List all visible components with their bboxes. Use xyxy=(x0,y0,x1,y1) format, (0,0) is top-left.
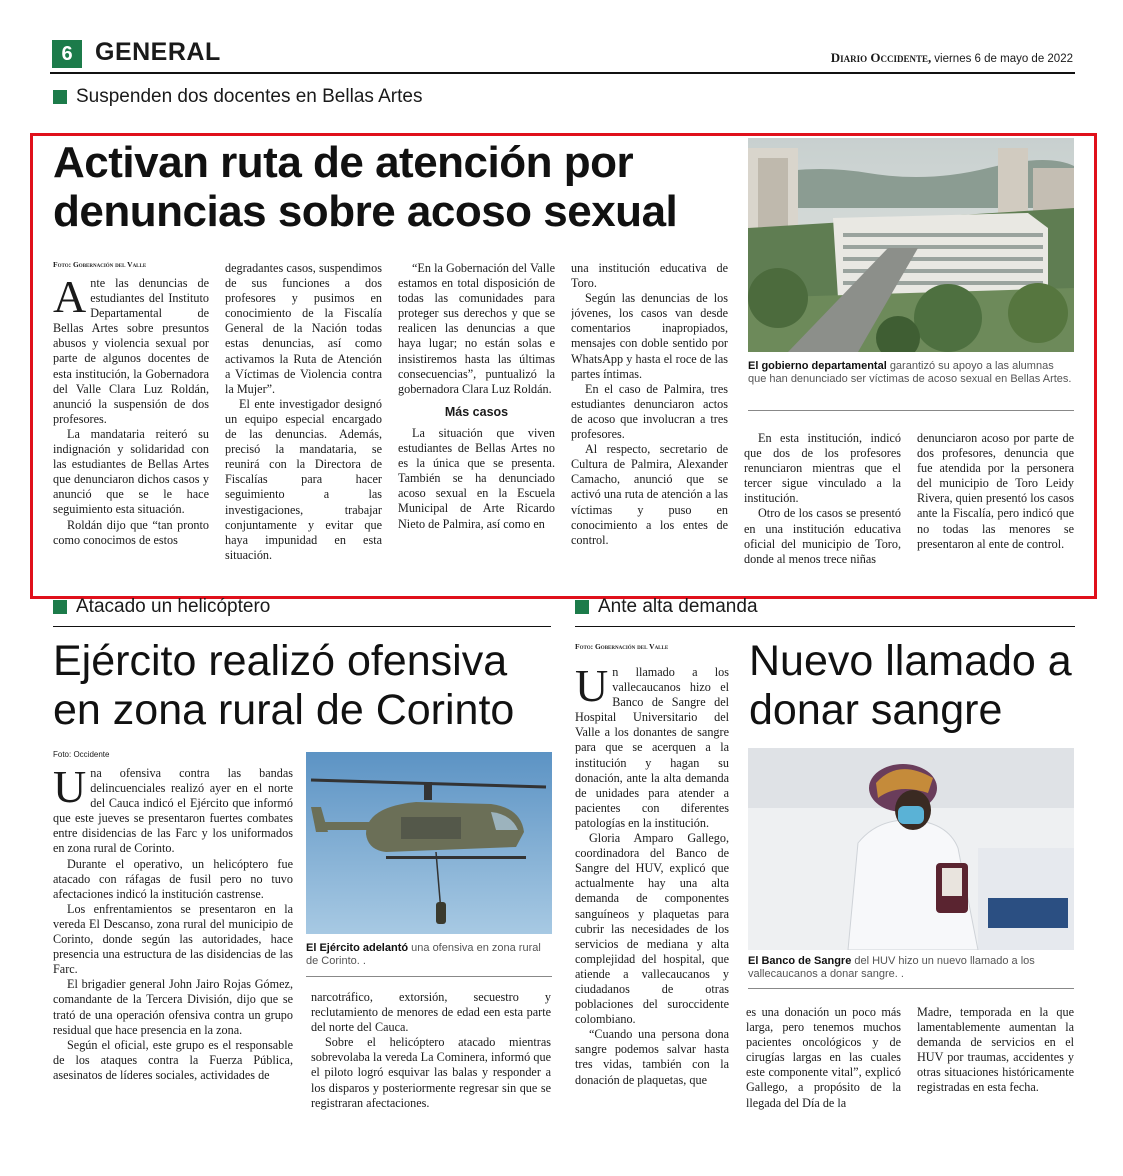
paragraph: Sobre el helicóptero atacado mientras sobrevolaba la vereda La Cominera, informó que el piloto logró esquivar las balas y responder a los disparos y posteriormente regresar sin que se registraran afectaciones. xyxy=(311,1035,551,1110)
paragraph: En el caso de Palmira, tres estudiantes denunciaron actos de acoso que involucran a tres profesores. xyxy=(571,381,728,442)
header-rule xyxy=(50,72,1075,74)
city-building-photo xyxy=(748,138,1074,352)
drop-cap: A xyxy=(53,276,87,322)
kicker-square-icon xyxy=(575,600,589,614)
paragraph: nte las denuncias de estudiantes del Instituto Departamental de Bellas Artes sobre presuntos abusos y violencia sexual por parte de algunos docentes de esta institución, la Gobernadora del Valle Clara Luz Roldán, anunció la suspensión de dos profesores. xyxy=(53,276,209,426)
paragraph: na ofensiva contra las bandas delincuenciales realizó ayer en el norte del Cauca indicó el Ejército que informó que este jueves se presentaron fuertes combates entre disidencias de las Farc y los uniformados en zona rural de Corinto. xyxy=(53,766,293,856)
article3-kicker xyxy=(575,596,758,618)
paragraph: es una donación un poco más larga, pero tenemos muchos pacientes oncológicos y de cirugías largas en las cuales este componente vital”, explicó Gallego, a propósito de la llegada del Día de la xyxy=(746,1005,901,1110)
article1-caption-text: garantizó su apoyo a las alumnas que han denunciado ser víctimas de acoso sexual en Bellas Artes. xyxy=(748,360,1072,385)
caption-rule xyxy=(748,410,1074,411)
article1-column-4 xyxy=(571,261,728,582)
paragraph: narcotráfico, extorsión, secuestro y reclutamiento de menores de edad een esta parte del norte del Cauca. xyxy=(311,990,551,1035)
article2-kicker xyxy=(53,596,270,618)
helicopter-photo xyxy=(306,752,552,934)
article2-kicker-text: Atacado un helicóptero xyxy=(76,596,271,617)
caption-rule xyxy=(748,988,1074,989)
paragraph: denunciaron acoso por parte de dos profesores, denuncia que fue atendida por la personera del municipio de Toro Leidy Rivera, quien presentó los casos ante la Fiscalía, pero indicó que no todas las menores se presentaron al ente de control. xyxy=(917,431,1074,551)
paragraph: “Cuando una persona dona sangre podemos salvar hasta tres vidas, también con la donación de plaquetas, que xyxy=(575,1027,729,1087)
paragraph: Otro de los casos se presentó en una institución educativa oficial del municipio de Toro, donde al menos trece niñas xyxy=(744,506,901,566)
article2-caption xyxy=(306,942,552,968)
article2-headline: Ejército realizó ofensiva en zona rural de Corinto xyxy=(53,637,515,735)
paragraph: El ente investigador designó un equipo especial encargado de las denuncias. Además, precisó la mandataria, se reunirá con la Directora de Fiscalías para hacer seguimiento a las investigaciones, trabajar conjuntamente y evitar que haya impunidad en esta situación. xyxy=(225,396,382,562)
article2-column-2 xyxy=(311,990,551,1130)
article2-rule xyxy=(53,626,551,627)
paragraph: En esta institución, indicó que dos de los profesores renunciaron mientras que el tercer sigue vinculado a la institución. xyxy=(744,431,901,506)
article3-column-2 xyxy=(746,1005,901,1131)
paragraph: Durante el operativo, un helicóptero fue atacado con ráfagas de fusil pero no tuvo afectaciones indicó la institución castrense. xyxy=(53,856,293,901)
article1-column-3 xyxy=(398,261,555,582)
subhead: Más casos xyxy=(444,404,509,419)
article1-caption xyxy=(748,360,1074,386)
article2-photo-credit: Foto: Occidente xyxy=(53,750,110,759)
article3-headline: Nuevo llamado a donar sangre xyxy=(749,637,1072,735)
article1-column-2 xyxy=(225,261,382,582)
article1-column-5 xyxy=(744,431,901,582)
page-number: 6 xyxy=(52,40,82,68)
article2-caption-text: una ofensiva en zona rural de Corinto. . xyxy=(306,942,541,967)
paragraph: Gloria Amparo Gallego, coordinadora del Banco de Sangre del HUV, explicó que actualmente hay una alta demanda de componentes sanguíneos y plaquetas para cubrir las necesidades de los servicios de mediana y alta complejidad del hospital, que atiende a vallecaucanos y ciudadanos de otras poblaciones del suroccidente colombiano. xyxy=(575,831,729,1027)
article2-column-1 xyxy=(53,766,293,1131)
paragraph: La situación que viven estudiantes de Bellas Artes no es la única que se presenta. También se ha denunciado acoso sexual en la Escuela Municipal de Arte Ricardo Nieto de Palmira, así como en xyxy=(398,425,555,531)
paragraph: El brigadier general John Jairo Rojas Gómez, comandante de la Tercera División, dijo que se trató de una operación ofensiva contra un grupo residual que hace presencia en la zona. xyxy=(53,977,293,1037)
paragraph: Según las denuncias de los jóvenes, los casos van desde comentarios inapropiados, mensajes con doble sentido por WhatsApp y hasta el roce de las partes íntimas. xyxy=(571,291,728,381)
article1-headline: Activan ruta de atención por denuncias sobre acoso sexual xyxy=(53,138,678,237)
article1-column-6 xyxy=(917,431,1074,582)
issue-date: viernes 6 de mayo de 2022 xyxy=(934,53,1073,65)
article3-photo xyxy=(748,748,1074,950)
paragraph: La mandataria reiteró su indignación y solidaridad con las estudiantes de Bellas Artes que denunciaron dichos casos y anunció que se le hace seguimiento esta situación. xyxy=(53,426,209,517)
article3-rule xyxy=(575,626,1075,627)
paragraph: n llamado a los vallecaucanos hizo el Banco de Sangre del Hospital Universitario del Valle a los donantes de sangre para que se acerquen a la institución y hagan su donación, ante la alta demanda de unidades para atender a pacientes con diferentes patologías en la institución. xyxy=(575,665,729,830)
article3-caption-text: del HUV hizo un nuevo llamado a los vallecaucanos a donar sangre. . xyxy=(748,955,1035,980)
top-kicker-text: Suspenden dos docentes en Bellas Artes xyxy=(76,86,423,107)
article2-caption-bold: El Ejército adelantó xyxy=(306,942,409,954)
paragraph: una institución educativa de Toro. xyxy=(571,261,728,291)
article2-photo xyxy=(306,752,552,934)
paragraph: Al respecto, secretario de Cultura de Palmira, Alexander Camacho, anunció que se activó una ruta de atención a las víctimas y puso en conocimiento a los entes de control. xyxy=(571,442,728,547)
paragraph: “En la Gobernación del Valle estamos en total disposición de todas las comunidades para proteger sus derechos y que se realicen las denuncias a que haya lugar; no están solas e insistiremos hasta las últimas consecuencias”, puntualizó la gobernadora Clara Luz Roldán. xyxy=(398,261,555,396)
article1-column-1 xyxy=(53,276,209,582)
article3-photo-credit: Foto: Gobernación del Valle xyxy=(575,642,669,651)
blood-bank-photo xyxy=(748,748,1074,950)
paragraph: Madre, temporada en la que lamentablemente aumentan la demanda de servicios en el HUV por traumas, accidentes y otras situaciones históricamente registradas en esta fecha. xyxy=(917,1005,1074,1095)
article3-caption-bold: El Banco de Sangre xyxy=(748,955,852,967)
section-title: GENERAL xyxy=(95,38,221,66)
paragraph: Según el oficial, este grupo es el responsable de los ataques contra la Fuerza Pública, asesinatos de líderes sociales, actividades de xyxy=(53,1037,293,1082)
caption-rule xyxy=(306,976,552,977)
article3-kicker-text: Ante alta demanda xyxy=(598,596,758,617)
drop-cap: U xyxy=(53,766,87,812)
article3-column-1 xyxy=(575,665,729,1131)
article1-photo-credit: Foto: Gobernación del Valle xyxy=(53,260,147,269)
drop-cap: U xyxy=(575,665,609,711)
article3-column-3 xyxy=(917,1005,1074,1131)
top-kicker xyxy=(53,86,422,108)
article1-photo xyxy=(748,138,1074,352)
newspaper-name: Diario Occidente, xyxy=(830,50,932,65)
paragraph: Los enfrentamientos se presentaron en la vereda El Descanso, zona rural del municipio de Corinto, donde según las autoridades, hace presencia una estructura de las disidencias de las Farc. xyxy=(53,901,293,977)
paragraph: Roldán dijo que “tan pronto como conocimos de estos xyxy=(53,517,209,547)
kicker-square-icon xyxy=(53,600,67,614)
masthead xyxy=(831,50,1073,66)
article3-caption xyxy=(748,955,1074,981)
article1-caption-bold: El gobierno departamental xyxy=(748,360,887,372)
paragraph: degradantes casos, suspendimos de sus funciones a dos profesores y pusimos en conocimiento de la Fiscalía General de la Nación todas estas denuncias, así como activamos la Ruta de Atención a Víctimas de Violencia contra la Mujer”. xyxy=(225,261,382,396)
kicker-square-icon xyxy=(53,90,67,104)
